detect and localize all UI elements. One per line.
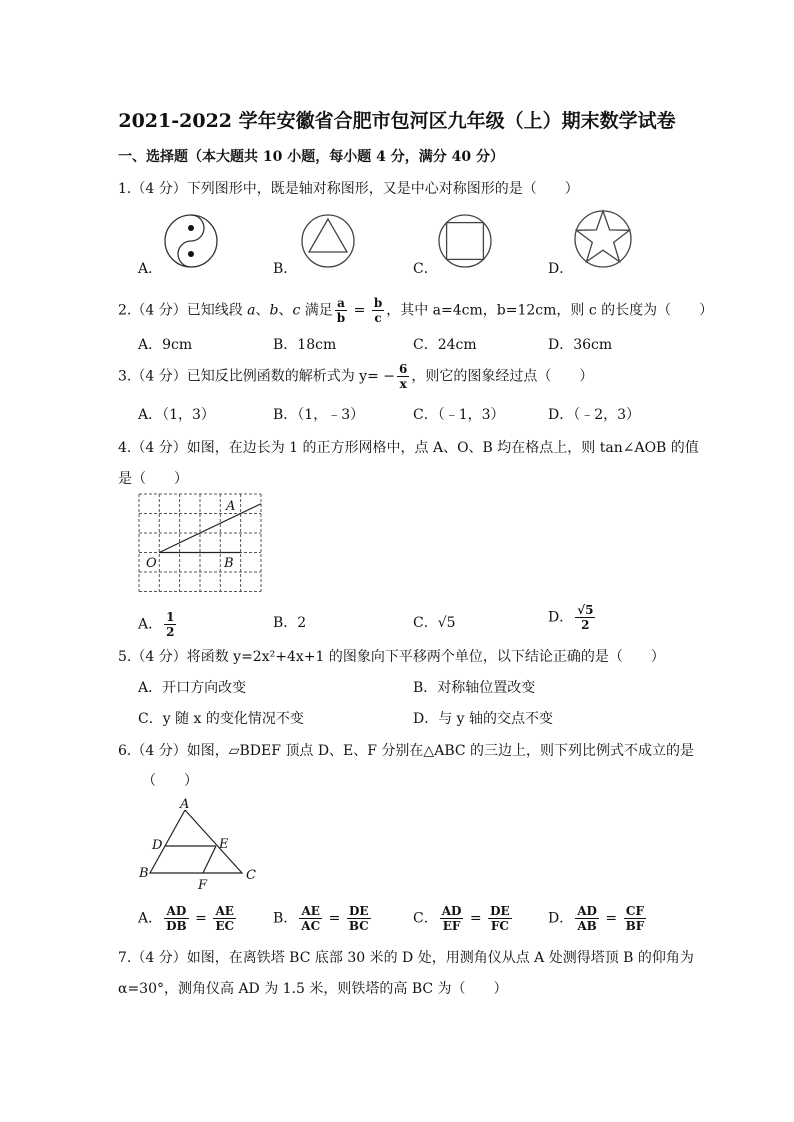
- frac-den: AC: [301, 919, 321, 933]
- q4-option-d: [548, 603, 597, 632]
- option-prefix: B．: [273, 910, 298, 927]
- frac-num: √5: [577, 603, 594, 617]
- question-7-stem-line2: α=30°，测角仪高 AD 为 1.5 米，则铁塔的高 BC 为（ ）: [118, 981, 508, 997]
- q1-option-a-label: A．: [138, 261, 163, 277]
- frac-num: b: [373, 296, 383, 310]
- question-5-stem: 5.（4 分）将函数 y=2x²+4x+1 的图象向下平移两个单位，以下结论正确的是（ ）: [118, 649, 665, 665]
- q4-option-c: C．√5: [413, 615, 456, 631]
- frac-num: AE: [213, 904, 236, 919]
- frac-den: AB: [577, 919, 597, 933]
- fraction: [213, 904, 236, 933]
- question-4-stem-line2: 是（ ）: [118, 471, 188, 487]
- q2-var-a: a: [247, 302, 256, 319]
- frac-num: AD: [577, 904, 597, 918]
- frac-num: DE: [490, 904, 510, 918]
- frac-den: 2: [166, 625, 175, 639]
- frac-den: FC: [490, 919, 509, 933]
- fraction: [299, 904, 322, 933]
- frac-num: AE: [299, 904, 322, 919]
- q2-fraction-a-b: [335, 296, 347, 325]
- fraction: [164, 904, 189, 933]
- yin-yang-figure: [163, 213, 219, 269]
- frac-den: DB: [166, 919, 187, 933]
- frac-den: b: [336, 311, 346, 325]
- q4-option-b: B．2: [273, 615, 307, 631]
- question-6-stem-line1: 6.（4 分）如图，▱BDEF 顶点 D、E、F 分别在△ABC 的三边上，则下列比例式不成立的是: [118, 743, 695, 759]
- q3-option-b: B．（1，﹣3）: [273, 407, 365, 423]
- fraction: [575, 904, 599, 933]
- q2-sep2: 、: [278, 302, 293, 319]
- question-7-stem-line1: 7.（4 分）如图，在离铁塔 BC 底部 30 米的 D 处，用测角仪从点 A 处测得塔顶 B 的仰角为: [118, 950, 694, 966]
- frac-den: BF: [625, 919, 645, 933]
- frac-den: BC: [348, 919, 369, 933]
- fraction: [488, 904, 512, 933]
- q4-option-a-fraction: [164, 610, 176, 639]
- q4-option-a-prefix: A．: [138, 616, 163, 633]
- equals: =: [465, 910, 487, 927]
- option-prefix: D．: [548, 910, 574, 927]
- question-6-stem-line2: （ ）: [142, 773, 198, 789]
- q5-option-c: C．y 随 x 的变化情况不变: [138, 711, 304, 727]
- q3-stem-pre: 3.（4 分）已知反比例函数的解析式为 y= −: [118, 368, 395, 385]
- fraction: [347, 904, 371, 933]
- q6-label-e: E: [219, 837, 229, 852]
- q4-label-a: A: [226, 499, 236, 514]
- q2-stem-mid: 满足: [300, 302, 333, 319]
- question-2-stem: [118, 296, 713, 325]
- frac-den: EC: [215, 919, 235, 933]
- frac-num: 6: [399, 362, 408, 376]
- q6-label-b: B: [139, 866, 149, 881]
- q4-label-b: B: [224, 556, 234, 571]
- q3-fraction: [397, 362, 409, 391]
- q6-option-d: [548, 904, 648, 933]
- equals: =: [324, 910, 345, 927]
- frac-num: AD: [441, 904, 462, 918]
- page-title: 2021-2022 学年安徽省合肥市包河区九年级（上）期末数学试卷: [118, 110, 676, 132]
- q2-equals: =: [349, 302, 370, 319]
- equals: =: [190, 910, 212, 927]
- question-3-stem: [118, 362, 593, 391]
- q6-option-c: [413, 904, 514, 933]
- q2-stem-pre: 2.（4 分）已知线段: [118, 302, 248, 319]
- q6-label-a: A: [180, 797, 190, 812]
- q2-fraction-b-c: [372, 296, 384, 325]
- q2-sep1: 、: [255, 302, 270, 319]
- frac-den: 2: [581, 618, 590, 632]
- q3-option-a: A．（1，3）: [138, 407, 215, 423]
- q6-option-b: [273, 904, 373, 933]
- q2-option-b: B．18cm: [273, 337, 337, 353]
- q1-option-b-label: B．: [273, 261, 298, 277]
- q4-option-d-fraction: [575, 603, 595, 632]
- circle-triangle-figure: [300, 213, 356, 269]
- frac-num: a: [335, 296, 347, 311]
- question-4-stem-line1: 4.（4 分）如图，在边长为 1 的正方形网格中，点 A、O、B 均在格点上，则 tan∠AOB 的值: [118, 440, 699, 456]
- q2-var-b: b: [269, 302, 279, 319]
- section-heading: 一、选择题（本大题共 10 小题，每小题 4 分，满分 40 分）: [118, 149, 504, 165]
- q6-label-d: D: [152, 838, 163, 853]
- q6-option-a: [138, 904, 238, 933]
- frac-num: DE: [347, 904, 371, 919]
- frac-num: 1: [166, 610, 175, 624]
- q3-option-d: D．（﹣2，3）: [548, 407, 641, 423]
- q6-label-c: C: [246, 868, 256, 883]
- q1-option-c-label: C．: [413, 261, 438, 277]
- option-prefix: C．: [413, 910, 438, 927]
- q2-var-c: c: [292, 302, 301, 319]
- q4-option-a: [138, 610, 178, 639]
- q4-option-d-prefix: D．: [548, 609, 574, 626]
- question-1-stem: 1.（4 分）下列图形中，既是轴对称图形，又是中心对称图形的是（ ）: [118, 181, 579, 197]
- frac-num: CF: [624, 904, 647, 919]
- q5-option-b: B．对称轴位置改变: [413, 680, 536, 696]
- q3-option-c: C．（﹣1，3）: [413, 407, 505, 423]
- q6-label-f: F: [198, 878, 208, 893]
- fraction: [624, 904, 647, 933]
- q4-grid-figure: [139, 494, 263, 592]
- frac-den: EF: [442, 919, 461, 933]
- circle-star-figure: [573, 209, 633, 269]
- q2-option-c: C．24cm: [413, 337, 477, 353]
- fraction: [440, 904, 464, 933]
- q5-option-d: D．与 y 轴的交点不变: [413, 711, 554, 727]
- circle-square-figure: [437, 213, 493, 269]
- q1-option-d-label: D．: [548, 261, 574, 277]
- option-prefix: A．: [138, 910, 163, 927]
- frac-num: AD: [164, 904, 189, 919]
- equals: =: [600, 910, 622, 927]
- q5-option-a: A．开口方向改变: [138, 680, 247, 696]
- frac-den: x: [399, 377, 407, 391]
- frac-den: c: [374, 311, 382, 325]
- q2-stem-post: ，其中 a=4cm，b=12cm，则 c 的长度为（ ）: [386, 302, 714, 319]
- q2-option-a: A．9cm: [138, 337, 193, 353]
- q4-label-o: O: [146, 556, 157, 571]
- q3-stem-post: ，则它的图象经过点（ ）: [411, 368, 594, 385]
- q2-option-d: D．36cm: [548, 337, 613, 353]
